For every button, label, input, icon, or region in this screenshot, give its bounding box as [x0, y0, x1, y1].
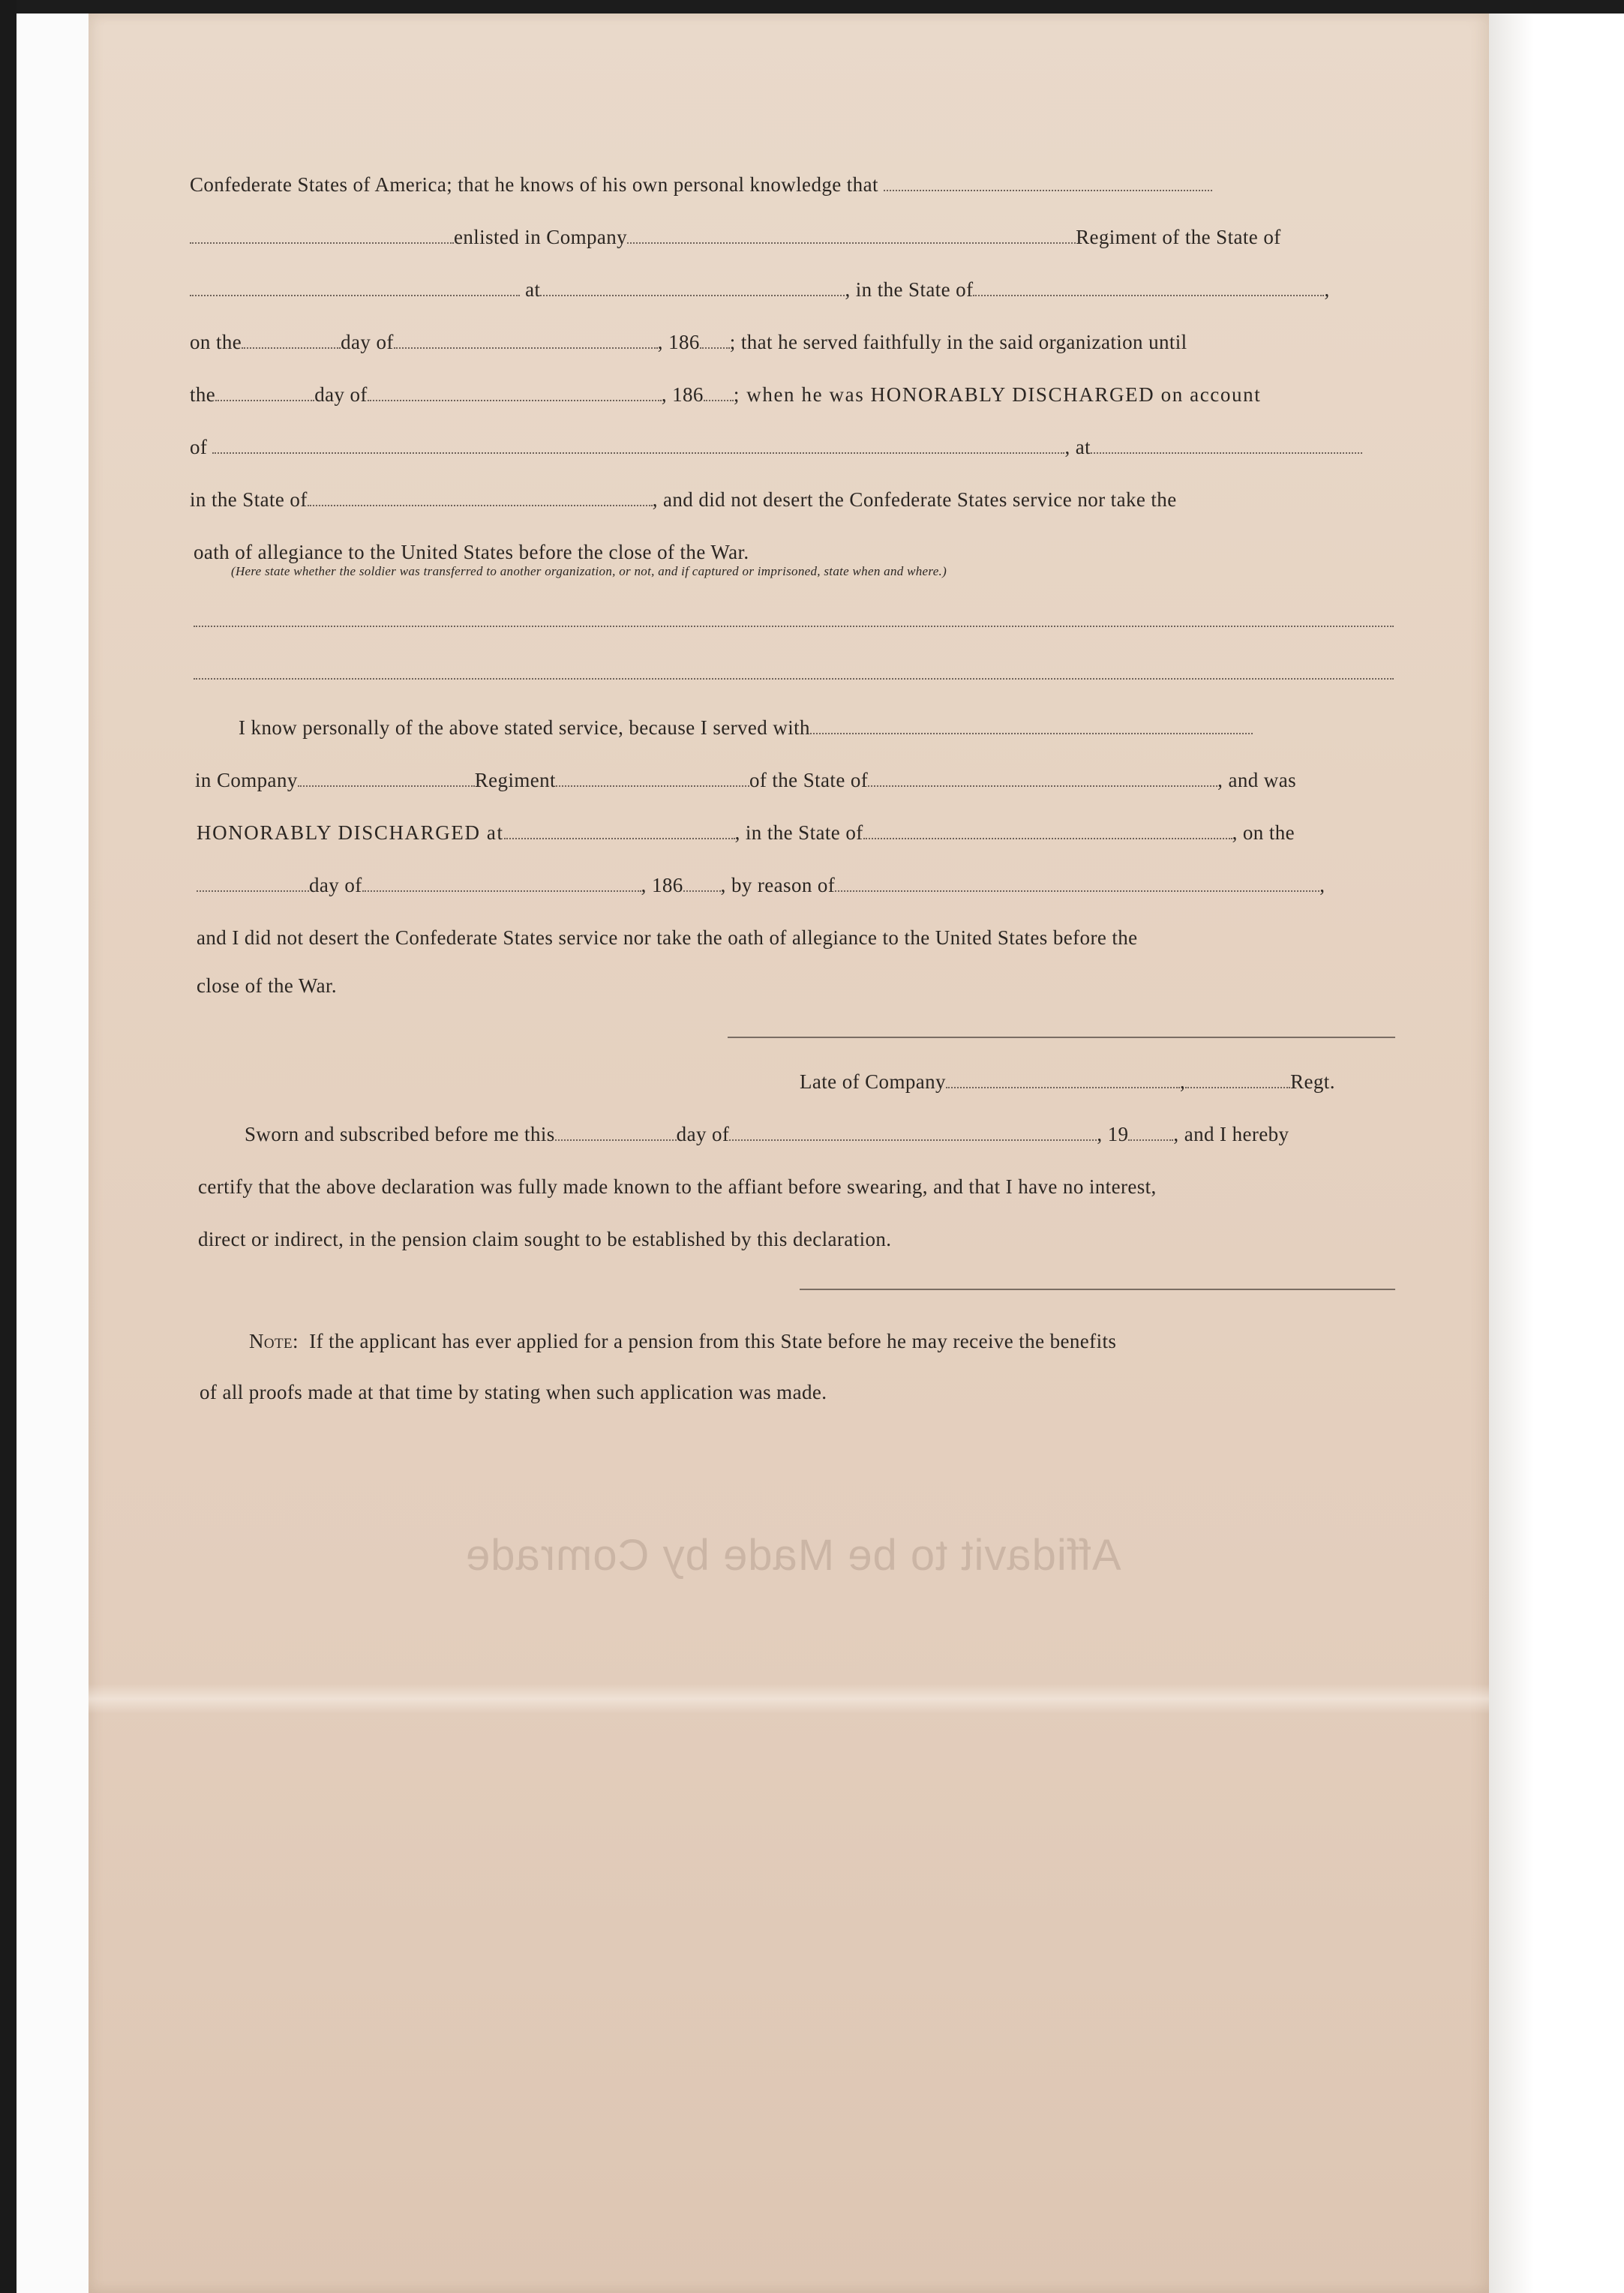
p1-text-4a: on the	[190, 331, 242, 353]
blank-field	[362, 872, 641, 892]
blank-field	[242, 329, 341, 349]
blank-field	[215, 382, 314, 401]
late-text-b: ,	[1179, 1070, 1186, 1093]
sworn-line-1	[245, 1121, 1289, 1148]
p2-text-2c: of the State of	[749, 769, 869, 791]
p2-text-3a: HONORABLY DISCHARGED at	[197, 821, 504, 844]
p1-text-3c: ,	[1324, 278, 1330, 301]
p1-text-5d: ; when he was HONORABLY DISCHARGED on account	[733, 383, 1262, 406]
p1-text-7a: in the State of	[190, 488, 308, 511]
p1-text-5b: day of	[314, 383, 368, 406]
sworn-text-1b: day of	[676, 1123, 730, 1145]
late-text-c: Regt.	[1290, 1070, 1335, 1093]
blank-field	[540, 277, 845, 296]
p1-text-5c: , 186	[661, 383, 704, 406]
blank-field	[868, 767, 1217, 787]
note-line-2	[200, 1379, 827, 1406]
p1-text-4c: , 186	[657, 331, 700, 353]
p1-text-3a: at	[525, 278, 541, 301]
blank-field	[1185, 1069, 1290, 1088]
blank-field	[555, 1121, 677, 1141]
p1-text-2a: enlisted in Company	[454, 226, 628, 248]
sworn-text-1d: , and I hereby	[1173, 1123, 1289, 1145]
p1-line-4	[190, 329, 1187, 356]
late-text-a: Late of Company	[800, 1070, 946, 1093]
p1-line-6	[190, 434, 1362, 461]
blank-field	[704, 382, 734, 401]
blank-field	[1128, 1121, 1173, 1141]
late-of-company-line	[800, 1068, 1335, 1095]
p1-text-6a: of	[190, 436, 208, 458]
sworn-text-1a: Sworn and subscribed before me this	[245, 1123, 555, 1145]
blank-field	[683, 872, 721, 892]
sworn-line-2	[198, 1173, 1157, 1200]
p1-text-5a: the	[190, 383, 216, 406]
p1-text-3b: , in the State of	[845, 278, 974, 301]
blank-field	[308, 487, 653, 506]
p1-line-7	[190, 486, 1177, 513]
sworn-text-1c: , 19	[1097, 1123, 1129, 1145]
blank-field	[627, 224, 1076, 244]
note-text-2: of all proofs made at that time by stating when such application was made.	[200, 1381, 827, 1403]
p1-line-3	[190, 276, 1330, 303]
scanner-top-edge	[0, 0, 1624, 14]
p2-text-3b: , in the State of	[734, 821, 863, 844]
blank-field	[394, 329, 658, 349]
signature-line	[728, 1037, 1395, 1038]
paper-fold	[89, 1684, 1489, 1714]
p2-text-4d: ,	[1319, 874, 1325, 896]
blank-line	[194, 626, 1394, 627]
p1-text-4d: ; that he served faithfully in the said organization until	[729, 331, 1187, 353]
p2-text-1: I know personally of the above stated service, because I served with	[239, 716, 810, 739]
blank-field	[973, 277, 1324, 296]
blank-field	[368, 382, 662, 401]
blank-field	[197, 872, 309, 892]
official-signature-line	[800, 1289, 1395, 1290]
p2-line-6	[197, 972, 337, 999]
bleed-through-heading: Affidavit to be Made by Comrade	[465, 1531, 1121, 1580]
p1-text-8: oath of allegiance to the United States before the close of the War.	[194, 541, 749, 563]
instruction-note: (Here state whether the soldier was transferred to another organization, or not, and if captured or imprisoned, state when and where.)	[231, 564, 947, 578]
blank-field	[729, 1121, 1097, 1141]
blank-field	[212, 434, 1064, 454]
p2-text-6: close of the War.	[197, 974, 338, 997]
p2-text-4c: , by reason of	[720, 874, 836, 896]
note-label: Note:	[249, 1330, 299, 1352]
p1-line-1	[190, 171, 1212, 198]
p1-text-4b: day of	[341, 331, 394, 353]
scanner-left-edge	[0, 0, 17, 2293]
p2-text-4b: , 186	[641, 874, 683, 896]
p1-line-5	[190, 381, 1261, 408]
blank-field	[190, 277, 520, 296]
p2-text-3c: , on the	[1232, 821, 1295, 844]
p2-text-2d: , and was	[1217, 769, 1296, 791]
p2-line-3	[197, 819, 1295, 846]
blank-field	[810, 715, 1253, 734]
p1-text-7b: , and did not desert the Confederate States service nor take the	[652, 488, 1177, 511]
p2-line-2	[195, 767, 1296, 794]
p2-line-4	[197, 872, 1325, 899]
blank-field	[863, 820, 1232, 839]
p1-text-6b: , at	[1064, 436, 1091, 458]
scanner-margin	[17, 14, 89, 2293]
p1-line-8	[194, 539, 749, 566]
blank-field	[556, 767, 749, 787]
blank-field	[884, 172, 1212, 191]
p2-text-5: and I did not desert the Confederate States service nor take the oath of allegiance to the United States before the	[197, 926, 1138, 949]
p2-line-5	[197, 924, 1138, 951]
p1-line-2	[190, 224, 1281, 251]
scanner-right-margin	[1489, 14, 1624, 2293]
p1-text-1: Confederate States of America; that he knows of his own personal knowledge that	[190, 173, 878, 196]
blank-field	[190, 224, 454, 244]
blank-field	[946, 1069, 1180, 1088]
p2-text-2a: in Company	[195, 769, 298, 791]
p2-text-2b: Regiment	[474, 769, 556, 791]
p2-text-4a: day of	[309, 874, 362, 896]
sworn-text-2: certify that the above declaration was fully made known to the affiant before swearing, and that I have no interest,	[198, 1175, 1157, 1198]
sworn-text-3: direct or indirect, in the pension claim sought to be established by this declaration.	[198, 1228, 892, 1250]
blank-field	[504, 820, 735, 839]
blank-field	[1091, 434, 1362, 454]
blank-field	[835, 872, 1319, 892]
note-text-1: If the applicant has ever applied for a pension from this State before he may receive the benefits	[309, 1330, 1117, 1352]
blank-line	[194, 678, 1394, 680]
p1-text-2b: Regiment of the State of	[1076, 226, 1281, 248]
blank-field	[298, 767, 475, 787]
sworn-line-3	[198, 1226, 891, 1253]
p2-line-1	[239, 714, 1253, 741]
note-line-1	[249, 1328, 1116, 1355]
blank-field	[700, 329, 730, 349]
